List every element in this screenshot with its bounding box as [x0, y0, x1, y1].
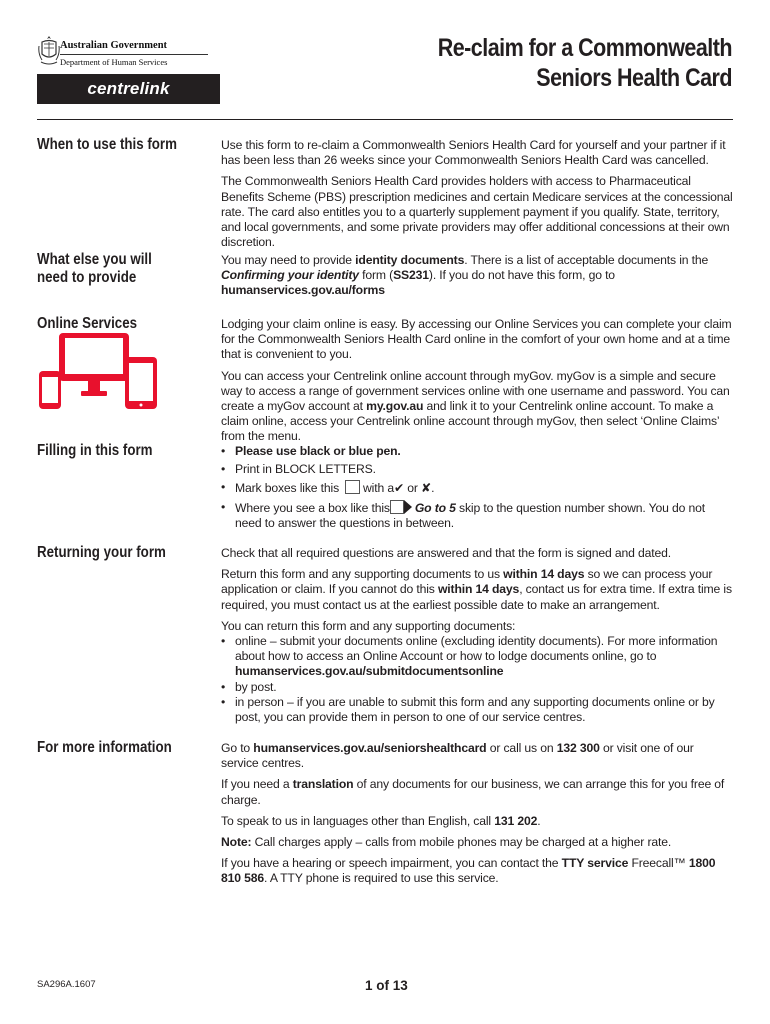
identity-documents-text: identity documents: [355, 253, 465, 267]
when-paragraph-2: The Commonwealth Seniors Health Card provides holders with access to Pharmaceutical Benefits Scheme (PBS) prescription medicines and certain Medicare services at the concessional rate. The card also entitles you to a quarterly supplement payment if you qualify. State, territory, and local governments, and some private providers may offer additional concessions at their own discretion.: [221, 174, 733, 250]
section-returning: [221, 546, 733, 728]
list-item: • by post.: [221, 680, 733, 695]
example-checkbox: [345, 480, 360, 494]
more-paragraph-5: If you have a hearing or speech impairment, you can contact the TTY service Freecall™ 1800 810 586. A TTY phone is required to use this service.: [221, 856, 716, 886]
heading-online-services: Online Services: [37, 315, 138, 332]
returning-paragraph-3: You can return this form and any supporting documents:: [221, 618, 516, 633]
devices-icon: [37, 333, 157, 413]
seniors-health-card-link[interactable]: humanservices.gov.au/seniorshealthcard: [253, 741, 487, 755]
form-title: [371, 33, 732, 93]
list-item: • online – submit your documents online (excluding identity documents). For more information about how to access an Online Account or how to lodge documents online, go to humanservices.gov.au/submitdocumentsonline: [221, 634, 733, 680]
page-number: 1 of 13: [365, 978, 408, 993]
when-paragraph-1: Use this form to re-claim a Commonwealth Seniors Health Card for yourself and your partner if it has been less than 26 weeks since your Commonwealth Seniors Health Card was cancelled.: [221, 138, 726, 168]
tick-icon: ✔: [393, 481, 405, 496]
section-what-else: [221, 253, 733, 305]
section-filling-in: [221, 444, 733, 534]
centrelink-brand: centrelink: [37, 74, 220, 104]
coat-of-arms-icon: [38, 34, 60, 68]
return-methods-list: [221, 634, 733, 725]
goto-arrow-icon: [390, 500, 412, 514]
section-more-information: [221, 741, 733, 893]
list-item: • Where you see a box like this Go to 5 skip to the question number shown. You do not need to answer the questions in between.: [221, 500, 733, 531]
forms-link[interactable]: humanservices.gov.au/forms: [221, 283, 385, 298]
form-code: SA296A.1607: [37, 979, 96, 990]
heading-what-else-line-1: What else you will: [37, 251, 152, 268]
heading-when-to-use: When to use this form: [37, 136, 177, 153]
form-code-text: SS231: [393, 268, 429, 283]
more-paragraph-4: Note: Call charges apply – calls from mobile phones may be charged at a higher rate.: [221, 835, 672, 850]
heading-more-information: For more information: [37, 739, 172, 756]
filling-instructions-list: [221, 444, 733, 531]
title-divider: [37, 119, 733, 120]
more-paragraph-2: If you need a translation of any documents for our business, we can arrange this for you free of charge.: [221, 777, 725, 807]
form-title-line-2: Seniors Health Card: [536, 64, 732, 92]
list-item: • Mark boxes like this with a✔ or ✘.: [221, 480, 733, 496]
more-paragraph-3: To speak to us in languages other than English, call 131 202.: [221, 813, 541, 828]
form-title-line-1: Re-claim for a Commonwealth: [437, 34, 732, 62]
online-paragraph-1: Lodging your claim online is easy. By accessing our Online Services you can complete your claim for the Commonwealth Seniors Health Card online in the comfort of your own home and at a time that is convenient to you.: [221, 317, 732, 362]
list-item: • in person – if you are unable to submit this form and any supporting documents online or by post, you can provide them in person to one of our service centres.: [221, 695, 733, 725]
cross-icon: ✘: [421, 481, 432, 496]
online-paragraph-2: You can access your Centrelink online account through myGov. myGov is a simple and secure way to access a range of government services online with one username and password. You can create a myGov account at my.gov.au and link it to your Centrelink online account. To make a claim online, access your Centrelink online account through myGov, then select ‘Online Claims’ from the menu.: [221, 368, 730, 444]
goto-text: Go to 5: [414, 500, 456, 515]
section-online-services: [221, 317, 733, 451]
form-name-text: Confirming your identity: [221, 268, 359, 283]
list-item: • Please use black or blue pen.: [221, 444, 733, 459]
department-name: Department of Human Services: [60, 57, 168, 67]
returning-paragraph-2: Return this form and any supporting documents to us within 14 days so we can process your application or claim. If you cannot do this within 14 days, contact us for extra time. If extra time is required, you must contact us at the earliest possible date to make an arrangement.: [221, 567, 732, 612]
provide-paragraph: You may need to provide identity documents. There is a list of acceptable documents in the Confirming your identity form (SS231). If you do not have this form, go to humanservices.gov.au/forms: [221, 253, 709, 298]
heading-what-else-line-2: need to provide: [37, 269, 137, 286]
heading-filling-in: Filling in this form: [37, 442, 153, 459]
more-paragraph-1: Go to humanservices.gov.au/seniorshealthcard or call us on 132 300 or visit one of our service centres.: [221, 741, 694, 771]
heading-returning: Returning your form: [37, 544, 166, 561]
returning-paragraph-1: Check that all required questions are answered and that the form is signed and dated.: [221, 546, 671, 560]
heading-what-else: [37, 251, 183, 287]
government-name: Australian Government: [60, 40, 168, 51]
devices-illustration: [37, 333, 157, 413]
mygov-link[interactable]: my.gov.au: [366, 399, 424, 414]
list-item: • Print in BLOCK LETTERS.: [221, 462, 733, 477]
submit-documents-link[interactable]: humanservices.gov.au/submitdocumentsonline: [235, 664, 504, 679]
section-when-to-use: [221, 138, 733, 256]
government-divider: [60, 54, 208, 55]
